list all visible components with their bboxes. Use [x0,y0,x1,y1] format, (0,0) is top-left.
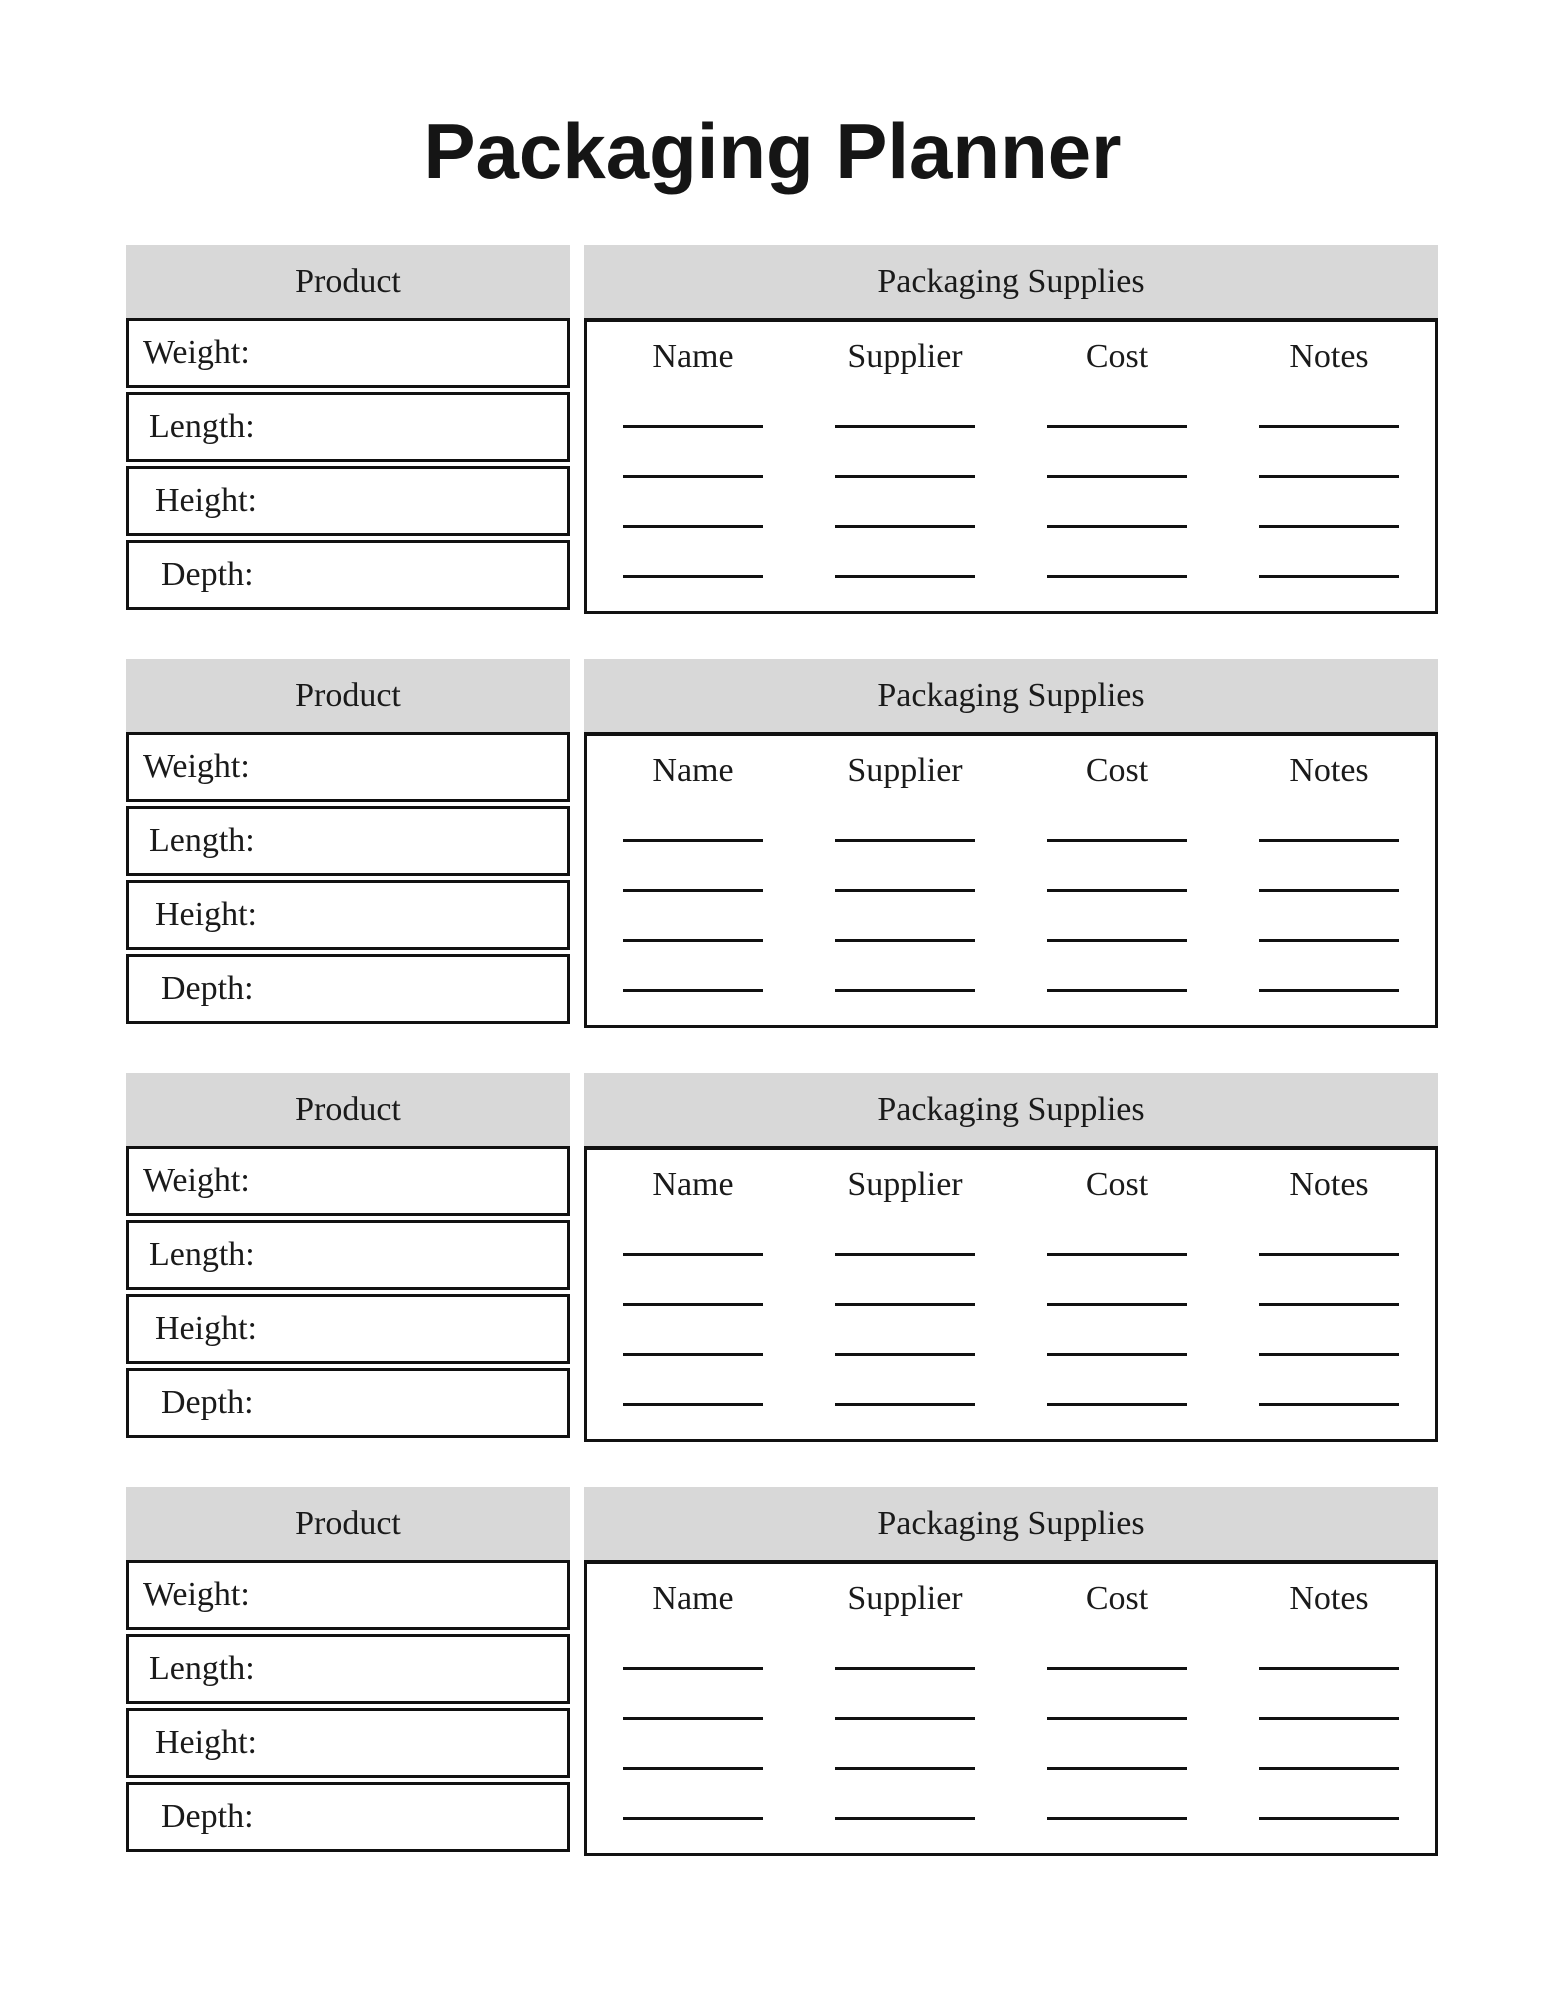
supplies-cell-cost [1011,425,1223,428]
blank-fill-line[interactable] [835,1353,975,1356]
supplies-row [587,1720,1435,1770]
product-field-weight[interactable] [126,1560,570,1630]
supplies-cell-supplier [799,939,1011,942]
product-panel-title: Product [295,1090,401,1128]
product-field-length[interactable] [126,392,570,462]
product-field-length[interactable] [126,1634,570,1704]
product-panel-header [126,1073,570,1146]
blank-fill-line[interactable] [835,1717,975,1720]
blank-fill-line[interactable] [1047,1353,1187,1356]
supplies-table [584,732,1438,1028]
blank-fill-line[interactable] [1047,1817,1187,1820]
supplies-rows [587,1220,1435,1406]
blank-fill-line[interactable] [1047,939,1187,942]
blank-fill-line[interactable] [1259,575,1399,578]
supplies-cell-cost [1011,575,1223,578]
supplies-cell-notes [1223,1353,1435,1356]
blank-fill-line[interactable] [835,939,975,942]
supplies-cell-cost [1011,889,1223,892]
blank-fill-line[interactable] [1047,475,1187,478]
supplies-cell-cost [1011,1717,1223,1720]
column-header-cost: Cost [1085,1580,1149,1617]
blank-fill-line[interactable] [623,425,763,428]
blank-fill-line[interactable] [623,575,763,578]
product-field-label: Length: [149,1236,255,1273]
blank-fill-line[interactable] [623,1767,763,1770]
supplies-cell-supplier [799,1353,1011,1356]
supplies-cell-supplier [799,475,1011,478]
column-header-notes: Notes [1289,1166,1369,1203]
product-panel [126,1487,570,1856]
blank-fill-line[interactable] [623,889,763,892]
supplies-row [587,1306,1435,1356]
blank-fill-line[interactable] [835,839,975,842]
supplies-cell-name [587,989,799,992]
supplies-cell-cost [1011,1767,1223,1770]
blank-fill-line[interactable] [1259,989,1399,992]
supplies-cell-cost [1011,1253,1223,1256]
supplies-row [587,1634,1435,1670]
blank-fill-line[interactable] [1047,425,1187,428]
supplies-rows [587,806,1435,992]
product-panel-title: Product [295,262,401,300]
supplies-cell-supplier [799,425,1011,428]
column-header-supplier: Supplier [847,338,963,375]
blank-fill-line[interactable] [623,475,763,478]
supplies-panel [584,1487,1438,1856]
blank-fill-line[interactable] [1259,839,1399,842]
supplies-cell-name [587,525,799,528]
product-field-height[interactable] [126,466,570,536]
blank-fill-line[interactable] [1047,1253,1187,1256]
product-panel [126,1073,570,1442]
blank-fill-line[interactable] [623,525,763,528]
blank-fill-line[interactable] [1259,1403,1399,1406]
supplies-cell-name [587,839,799,842]
product-field-label: Depth: [161,970,254,1007]
supplies-cell-notes [1223,1767,1435,1770]
supplies-cell-supplier [799,1717,1011,1720]
blank-fill-line[interactable] [1259,425,1399,428]
blank-fill-line[interactable] [1047,525,1187,528]
product-panel-header [126,1487,570,1560]
supplies-panel-title: Packaging Supplies [877,262,1145,300]
product-fields [126,318,570,610]
supplies-cell-cost [1011,525,1223,528]
supplies-column-headers [587,322,1435,392]
supplies-cell-notes [1223,889,1435,892]
product-field-label: Height: [155,1724,257,1761]
blank-fill-line[interactable] [835,525,975,528]
product-field-label: Length: [149,822,255,859]
product-panel [126,659,570,1028]
column-header-cost: Cost [1085,1166,1149,1203]
blank-fill-line[interactable] [1259,525,1399,528]
supplies-cell-cost [1011,1817,1223,1820]
product-field-label: Weight: [143,1162,250,1199]
supplies-cell-name [587,1817,799,1820]
supplies-cell-supplier [799,1253,1011,1256]
product-field-height[interactable] [126,1294,570,1364]
supplies-row [587,1670,1435,1720]
blank-fill-line[interactable] [1259,1767,1399,1770]
supplies-cell-cost [1011,1303,1223,1306]
supplies-row [587,1770,1435,1820]
planner-sections [126,245,1438,1856]
supplies-panel-title: Packaging Supplies [877,1090,1145,1128]
blank-fill-line[interactable] [835,475,975,478]
supplies-cell-name [587,475,799,478]
supplies-column-headers [587,736,1435,806]
planner-section [126,1487,1438,1856]
blank-fill-line[interactable] [623,989,763,992]
supplies-cell-supplier [799,575,1011,578]
supplies-panel-title: Packaging Supplies [877,1504,1145,1542]
supplies-cell-cost [1011,839,1223,842]
product-fields [126,732,570,1024]
product-fields [126,1146,570,1438]
blank-fill-line[interactable] [623,1817,763,1820]
supplies-cell-supplier [799,1303,1011,1306]
supplies-cell-name [587,575,799,578]
supplies-row [587,1356,1435,1406]
supplies-cell-supplier [799,989,1011,992]
supplies-panel [584,1073,1438,1442]
product-field-label: Height: [155,896,257,933]
blank-fill-line[interactable] [1259,475,1399,478]
supplies-cell-cost [1011,1353,1223,1356]
supplies-panel-header [584,1487,1438,1560]
blank-fill-line[interactable] [623,1253,763,1256]
product-field-length[interactable] [126,806,570,876]
column-header-name: Name [652,338,734,375]
column-header-supplier: Supplier [847,752,963,789]
supplies-cell-cost [1011,939,1223,942]
planner-section [126,659,1438,1028]
column-header-supplier: Supplier [847,1166,963,1203]
column-header-name: Name [652,1166,734,1203]
supplies-row [587,428,1435,478]
supplies-panel [584,245,1438,614]
blank-fill-line[interactable] [1259,1667,1399,1670]
product-field-weight[interactable] [126,732,570,802]
blank-fill-line[interactable] [623,1717,763,1720]
product-panel-header [126,245,570,318]
supplies-cell-cost [1011,1403,1223,1406]
blank-fill-line[interactable] [1259,889,1399,892]
planner-section [126,245,1438,614]
blank-fill-line[interactable] [1047,1303,1187,1306]
blank-fill-line[interactable] [835,1253,975,1256]
supplies-cell-name [587,1303,799,1306]
blank-fill-line[interactable] [835,1403,975,1406]
blank-fill-line[interactable] [1259,1303,1399,1306]
column-header-cost: Cost [1085,338,1149,375]
supplies-row [587,1220,1435,1256]
supplies-cell-cost [1011,1667,1223,1670]
supplies-cell-name [587,425,799,428]
supplies-column-headers [587,1150,1435,1220]
supplies-cell-supplier [799,889,1011,892]
blank-fill-line[interactable] [1259,1253,1399,1256]
column-header-name: Name [652,752,734,789]
product-field-length[interactable] [126,1220,570,1290]
page-title: Packaging Planner [423,107,1122,195]
column-header-notes: Notes [1289,752,1369,789]
product-field-label: Depth: [161,1384,254,1421]
supplies-panel [584,659,1438,1028]
blank-fill-line[interactable] [835,1767,975,1770]
supplies-panel-header [584,245,1438,318]
supplies-cell-notes [1223,1817,1435,1820]
product-field-height[interactable] [126,880,570,950]
supplies-cell-notes [1223,1667,1435,1670]
supplies-cell-notes [1223,989,1435,992]
supplies-cell-name [587,1667,799,1670]
supplies-cell-supplier [799,1767,1011,1770]
product-field-label: Length: [149,1650,255,1687]
supplies-cell-notes [1223,1403,1435,1406]
supplies-cell-name [587,1253,799,1256]
blank-fill-line[interactable] [835,1817,975,1820]
supplies-cell-notes [1223,839,1435,842]
supplies-panel-title: Packaging Supplies [877,676,1145,714]
supplies-rows [587,392,1435,578]
supplies-row [587,806,1435,842]
supplies-cell-notes [1223,575,1435,578]
blank-fill-line[interactable] [1047,989,1187,992]
supplies-table [584,318,1438,614]
blank-fill-line[interactable] [1047,889,1187,892]
supplies-rows [587,1634,1435,1820]
blank-fill-line[interactable] [835,425,975,428]
product-field-label: Height: [155,482,257,519]
product-panel [126,245,570,614]
blank-fill-line[interactable] [1047,1767,1187,1770]
blank-fill-line[interactable] [1047,1667,1187,1670]
supplies-row [587,942,1435,992]
product-field-label: Depth: [161,1798,254,1835]
supplies-cell-name [587,1403,799,1406]
supplies-cell-supplier [799,1403,1011,1406]
product-field-depth[interactable] [126,540,570,610]
blank-fill-line[interactable] [1259,1353,1399,1356]
supplies-cell-notes [1223,1717,1435,1720]
supplies-cell-supplier [799,1667,1011,1670]
blank-fill-line[interactable] [623,1353,763,1356]
product-panel-title: Product [295,1504,401,1542]
supplies-row [587,528,1435,578]
supplies-cell-name [587,1353,799,1356]
product-panel-title: Product [295,676,401,714]
supplies-column-headers [587,1564,1435,1634]
product-field-weight[interactable] [126,318,570,388]
supplies-row [587,892,1435,942]
blank-fill-line[interactable] [623,839,763,842]
supplies-cell-notes [1223,425,1435,428]
supplies-cell-notes [1223,475,1435,478]
supplies-row [587,478,1435,528]
product-field-label: Weight: [143,748,250,785]
supplies-cell-supplier [799,839,1011,842]
supplies-cell-notes [1223,525,1435,528]
product-panel-header [126,659,570,732]
blank-fill-line[interactable] [623,1303,763,1306]
supplies-cell-name [587,889,799,892]
supplies-table [584,1146,1438,1442]
blank-fill-line[interactable] [1047,839,1187,842]
supplies-panel-header [584,1073,1438,1146]
product-field-depth[interactable] [126,1782,570,1852]
blank-fill-line[interactable] [835,889,975,892]
supplies-cell-cost [1011,475,1223,478]
blank-fill-line[interactable] [835,1303,975,1306]
supplies-row [587,1256,1435,1306]
column-header-notes: Notes [1289,1580,1369,1617]
column-header-notes: Notes [1289,338,1369,375]
blank-fill-line[interactable] [1047,575,1187,578]
supplies-cell-supplier [799,525,1011,528]
supplies-cell-supplier [799,1817,1011,1820]
blank-fill-line[interactable] [835,989,975,992]
supplies-row [587,392,1435,428]
supplies-table [584,1560,1438,1856]
supplies-cell-name [587,1717,799,1720]
product-field-weight[interactable] [126,1146,570,1216]
supplies-cell-notes [1223,939,1435,942]
blank-fill-line[interactable] [623,939,763,942]
blank-fill-line[interactable] [835,575,975,578]
product-field-label: Length: [149,408,255,445]
column-header-cost: Cost [1085,752,1149,789]
blank-fill-line[interactable] [623,1403,763,1406]
supplies-cell-notes [1223,1253,1435,1256]
product-field-label: Weight: [143,1576,250,1613]
supplies-cell-name [587,939,799,942]
supplies-row [587,842,1435,892]
product-fields [126,1560,570,1852]
supplies-cell-name [587,1767,799,1770]
product-field-label: Weight: [143,334,250,371]
product-field-depth[interactable] [126,1368,570,1438]
supplies-cell-notes [1223,1303,1435,1306]
supplies-cell-cost [1011,989,1223,992]
product-field-height[interactable] [126,1708,570,1778]
blank-fill-line[interactable] [1259,1817,1399,1820]
blank-fill-line[interactable] [1259,939,1399,942]
blank-fill-line[interactable] [1047,1403,1187,1406]
blank-fill-line[interactable] [1259,1717,1399,1720]
planner-section [126,1073,1438,1442]
column-header-supplier: Supplier [847,1580,963,1617]
product-field-label: Height: [155,1310,257,1347]
blank-fill-line[interactable] [835,1667,975,1670]
supplies-panel-header [584,659,1438,732]
blank-fill-line[interactable] [1047,1717,1187,1720]
blank-fill-line[interactable] [623,1667,763,1670]
column-header-name: Name [652,1580,734,1617]
product-field-depth[interactable] [126,954,570,1024]
product-field-label: Depth: [161,556,254,593]
